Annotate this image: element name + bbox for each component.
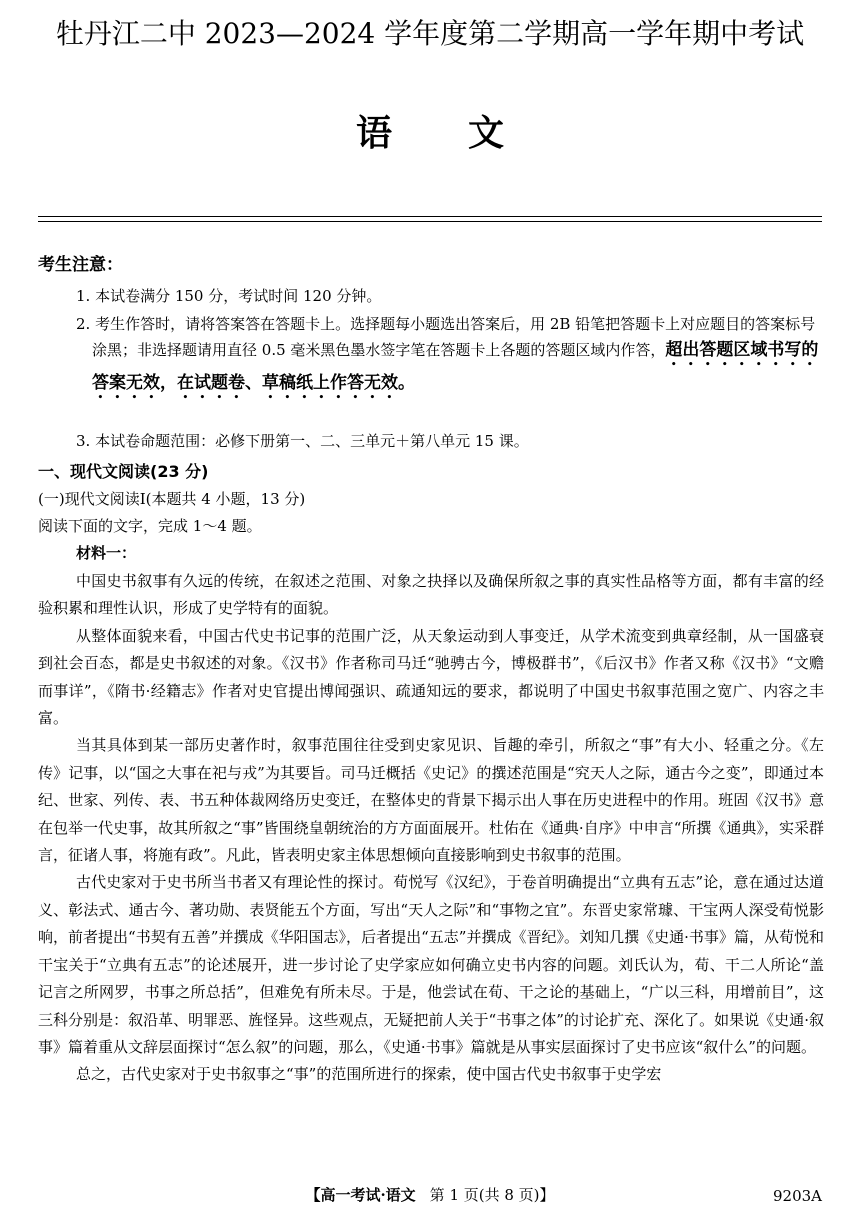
notice-item-2-warning: 超出答题区域书写的答案无效，在试题卷、草稿纸上作答无效。 (92, 340, 819, 393)
reading-instruction: 阅读下面的文字，完成 1～4 题。 (38, 517, 262, 535)
material-label: 材料一： (76, 544, 137, 562)
footer-page-number: 第 1 页(共 8 页)】 (429, 1186, 555, 1204)
subject-title: 语文 (355, 113, 580, 154)
notice-item-2-text (38, 311, 824, 403)
notice-item-1-text: 1. 本试卷满分 150 分，考试时间 120 分钟。 (76, 287, 382, 305)
notice-item-2-normal: 2. 考生作答时，请将答案答在答题卡上。选择题每小题选出答案后，用 2B 铅笔把答题卡上对应题目的答案标号涂黑；非选择题请用直径 0.5 毫米黑色墨水签字笔在答题卡上各题的答题区域内作答， (76, 315, 816, 359)
page-footer (0, 1183, 860, 1207)
notice-item-3 (38, 428, 824, 454)
passage-paragraph-1: 中国史书叙事有久远的传统，在叙述之范围、对象之抉择以及确保所叙之事的真实性品格等方面，都有丰富的经验积累和理性认识，形成了史学特有的面貌。 (38, 572, 824, 618)
section-subheading: (一)现代文阅读Ⅰ(本题共 4 小题，13 分) (38, 490, 306, 508)
section-heading: 一、现代文阅读(23 分) (38, 462, 209, 481)
notice-item-3-text: 3. 本试卷命题范围：必修下册第一、二、三单元＋第八单元 15 课。 (76, 432, 529, 450)
notice-heading: 考生注意： (38, 255, 123, 275)
reading-passage (38, 568, 824, 1089)
header-divider-bottom (38, 221, 822, 222)
notice-item-1 (38, 283, 824, 309)
exam-title: 牡丹江二中 2023—2024 学年度第二学期高一学年期中考试 (55, 17, 805, 50)
passage-paragraph-4: 古代史家对于史书所当书者又有理论性的探讨。荀悦写《汉纪》，于卷首明确提出“立典有五志”论，意在通过达道义、彰法式、通古今、著功勋、表贤能五个方面，写出“天人之际”和“事物之宜”。东晋史家常璩、干宝两人深受荀悦影响，前者提出“书契有五善”并撰成《华阳国志》，后者提出“五志”并撰成《晋纪》。刘知几撰《史通·书事》篇，从荀悦和干宝关于“立典有五志”的论述展开，进一步讨论了史学家应如何确立史书内容的问题。刘氏认为，荀、干二人所论“盖记言之所网罗，书事之所总括”，但难免有所未尽。于是，他尝试在荀、干之论的基础上，“广以三科，用增前目”，这三科分别是：叙沿革、明罪恶、旌怪异。这些观点，无疑把前人关于“书事之体”的讨论扩充、深化了。如果说《史通·叙事》篇着重从文辞层面探讨“怎么叙”的问题，那么，《史通·书事》篇就是从事实层面探讨了史书应该“叙什么”的问题。 (38, 873, 824, 1056)
header-divider-top (38, 216, 822, 217)
footer-label: 【高一考试·语文 (305, 1186, 416, 1204)
exam-code: 9203A (772, 1187, 822, 1205)
notice-item-2 (38, 311, 824, 403)
passage-paragraph-3: 当其具体到某一部历史著作时，叙事范围往往受到史家见识、旨趣的牵引，所叙之“事”有大小、轻重之分。《左传》记事，以“国之大事在祀与戎”为其要旨。司马迁概括《史记》的撰述范围是“究天人之际，通古今之变”，即通过本纪、世家、列传、表、书五种体裁网络历史变迁，在整体史的背景下揭示出人事在历史进程中的作用。班固《汉书》意在包举一代史事，故其所叙之“事”皆围绕皇朝统治的方方面面展开。杜佑在《通典·自序》中申言“所撰《通典》，实采群言，征诸人事，将施有政”。凡此，皆表明史家主体思想倾向直接影响到史书叙事的范围。 (38, 736, 824, 865)
passage-paragraph-2: 从整体面貌来看，中国古代史书记事的范围广泛，从天象运动到人事变迁，从学术流变到典章经制，从一国盛衰到社会百态，都是史书叙述的对象。《汉书》作者称司马迁“驰骋古今，博极群书”，《后汉书》作者又称《汉书》“文赡而事详”，《隋书·经籍志》作者对史官提出博闻强识、疏通知远的要求，都说明了中国史书叙事范围之宽广、内容之丰富。 (38, 626, 824, 728)
passage-paragraph-5: 总之，古代史家对于史书叙事之“事”的范围所进行的探索，使中国古代史书叙事于史学宏 (76, 1065, 662, 1084)
